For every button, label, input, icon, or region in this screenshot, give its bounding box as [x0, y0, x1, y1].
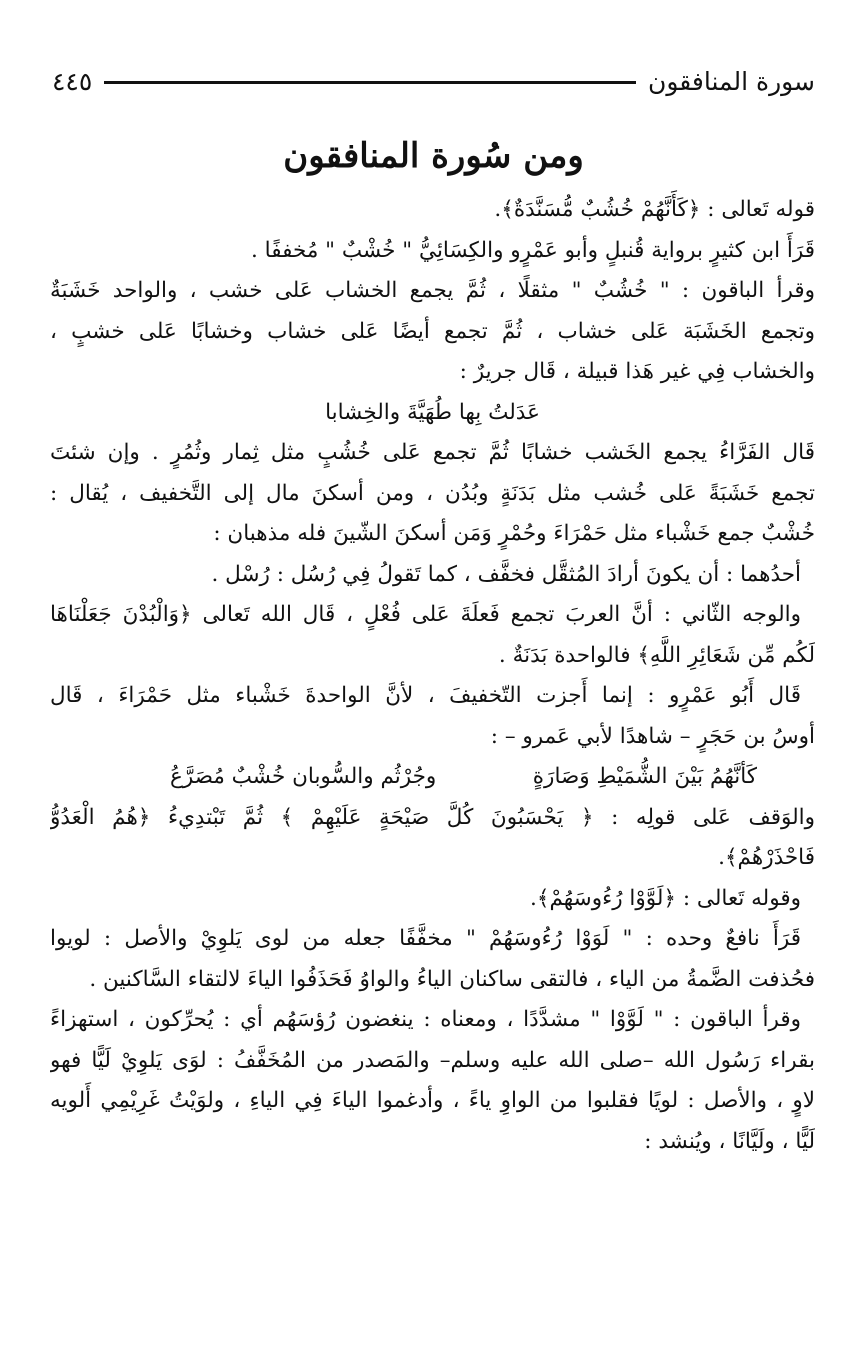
- verse-quote: عَدَلتُ بِها طُهَيَّةَ والخِشابا: [325, 399, 540, 425]
- text-line: وقرأ الباقون : " لَوَّوْا " مشدَّدًا ، ومعناه : ينغضون رُؤسَهُم أي : يُحرِّكون ، استهزاءً: [50, 1007, 801, 1032]
- text-line: وقرأ الباقون : " خُشُبٌ " مثقلًا ، ثُمَّ يجمع الخشاب عَلى خشب ، والواحد خَشَبَةٌ: [50, 278, 815, 303]
- text-line: أوسُ بن حَجَرٍ – شاهدًا لأبي عَمرو – :: [490, 723, 815, 749]
- text-line: فَاحْذَرْهُمْ﴾.: [718, 845, 815, 870]
- text-line: تجمع خَشَبَةً عَلى خُشب مثل بَدَنَةٍ وبُدُن ، ومن أسكنَ مال إلى التَّخفيف ، يُقال :: [50, 480, 815, 506]
- text-line: لَيًّا ، ولَيَّانًا ، ويُنشد :: [644, 1128, 815, 1154]
- running-header: [52, 62, 815, 102]
- text-line: قَرَأَ نافعٌ وحده : " لَوَوْا رُءُوسَهُمْ " مخفَّفًا جعله من لوى يَلوِيْ والأصل : لويوا: [50, 926, 801, 951]
- text-line: قَرَأَ ابن كثيرٍ برواية قُنبلٍ وأبو عَمْرٍو والكِسَائِيُّ " خُشْبٌ " مُخففًا .: [250, 237, 815, 263]
- text-line: والخشاب فِي غير هَذا قبيلة ، قَال جريرٌ :: [459, 359, 815, 384]
- header-rule: [104, 81, 636, 84]
- text-line: والوَقف عَلى قولِه : ﴿ يَحْسَبُونَ كُلَّ صَيْحَةٍ عَلَيْهِمْ ﴾ ثُمَّ تَبْتدِيءُ ﴿هُمُ الْعَدُوُّ: [50, 804, 815, 830]
- text-line: وتجمع الخَشَبَة عَلى خشاب ، ثُمَّ تجمع أيضًا عَلى خشاب وخشابًا عَلى خشبٍ ،: [50, 318, 815, 344]
- page-number: ٤٤٥: [52, 67, 93, 96]
- text-line: لَكُم مِّن شَعَائِرِ اللَّهِ﴾ فالواحدة بَدَنَةٌ .: [498, 642, 815, 668]
- text-line: قوله تَعالى : ﴿كَأَنَّهُمْ خُشُبٌ مُّسَنَّدَةٌ﴾.: [494, 197, 815, 222]
- verse-second-hemistich: وجُرْثُم والسُّوبان خُشْبٌ مُصَرَّعُ: [170, 764, 437, 789]
- text-line: أحدُهما : أن يكونَ أرادَ المُثقَّل فخفَّف ، كما تَقولُ فِي رُسُل : رُسْل .: [211, 561, 801, 587]
- body-text: [50, 190, 815, 1162]
- text-line: وقوله تَعالى : ﴿لَوَّوْا رُءُوسَهُمْ﴾.: [530, 885, 801, 911]
- text-line: فحُذفت الضَّمةُ من الياء ، فالتقى ساكنان الياءُ والواوُ فَحَذَفُوا الياءَ لالتقاء السَّاكنين .: [89, 966, 815, 992]
- text-line: قَال الفَرَّاءُ يجمع الخَشب خشابًا ثُمَّ تجمع عَلى خُشُبٍ مثل ثِمار وثُمُرٍ . وإن شئتَ: [50, 440, 815, 465]
- text-line: بقراء رَسُول الله –صلى الله عليه وسلم– والمَصدر من المُخَفَّفُ : لوَى يَلوِيْ لَيًّا فهو: [50, 1047, 815, 1073]
- text-line: لاوٍ ، والأصل : لويًا فقلبوا من الواوِ ياءً ، وأدغموا الياءَ فِي الياءِ ، ولوَيْتُ غَرِيْمِي أَلويه: [50, 1088, 815, 1113]
- poetry-verse: [50, 757, 815, 798]
- chapter-title: ومن سُورة المنافقون: [283, 136, 584, 176]
- text-line: خُشْبٌ جمع خَشْباء مثل حَمْرَاءَ وحُمْرٍ وَمَن أسكنَ الشّينَ فله مذهبان :: [213, 521, 815, 546]
- verse-first-hemistich: كَأنَّهُمُ بَيْنَ الشُّمَيْطِ وَصَارَةٍ: [532, 764, 757, 789]
- text-line: قَال أَبُو عَمْرٍو : إنما أَجزت التّخفيفَ ، لأنَّ الواحدةَ خَشْباء مثل حَمْرَاءَ ، قَال: [50, 683, 801, 708]
- text-line: والوجه الثّاني : أنَّ العربَ تجمع فَعلَةَ عَلى فُعْلٍ ، قَال الله تَعالى ﴿وَالْبُدْنَ جَعَلْنَاهَا: [50, 602, 801, 627]
- running-header-title: سورة المنافقون: [647, 67, 815, 96]
